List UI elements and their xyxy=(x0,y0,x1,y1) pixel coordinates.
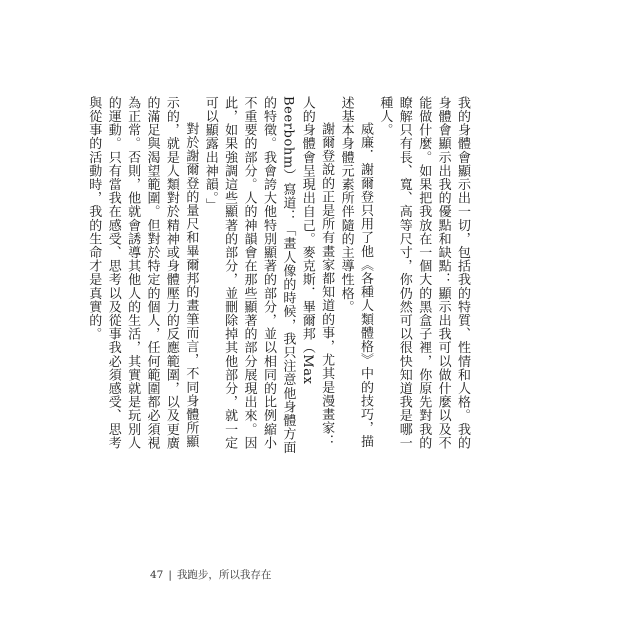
running-title: 我跑步，所以我存在 xyxy=(176,569,272,581)
paragraph-4: 對於謝爾登的量尺和畢爾邦的畫筆而言，不同身體所顯示的，就是人類對於精神或身體壓力的反應範圍，以及更廣的滿足與渴望範圍。但對於特定的個人，任何範圍都必須視為正常。否則，他就會誘導其他人的生活，其實就是玩別人的運動。只有當我在感受、思考以及從事我必須感受、思考與從事的活動時，我的生命才是真實的。 xyxy=(86,96,199,450)
page-footer xyxy=(150,567,271,582)
page-number: 47 xyxy=(150,569,164,581)
body-text xyxy=(86,96,472,456)
paragraph-2: 威廉．謝爾登只用了他《各種人類體格》中的技巧，描述基本身體元素所伴隨的主導性格。 xyxy=(338,96,373,449)
paragraph-1: 我的身體會顯示出一切，包括我的特質、性情和人格。我的身體會顯示出我的優點和缺點：顯示出我可以做什麼以及不能做什麼。如果把我放在一個大的黑盒子裡，你原先對我的瞭解只有長、寬、高等尺寸，你仍然可以很快知道我是哪一種人。 xyxy=(377,96,470,450)
footer-separator: | xyxy=(168,569,172,581)
paragraph-3: 謝爾登說的正是所有畫家都知道的事，尤其是漫畫家：人的身體會呈現出自己。麥克斯．畢爾邦（Max Beerbohm）寫道：「畫人像的時候，我只注意他身體方面的特徵。我會誇大他特別顯著的部分，並以相同的比例縮小不重要的部分。人的神韻會在那些顯著的部分展現出來。因此，如果強調這些顯著的部分，並刪除掉其他部分，就一定可以顯露出神韻。」 xyxy=(202,96,335,455)
